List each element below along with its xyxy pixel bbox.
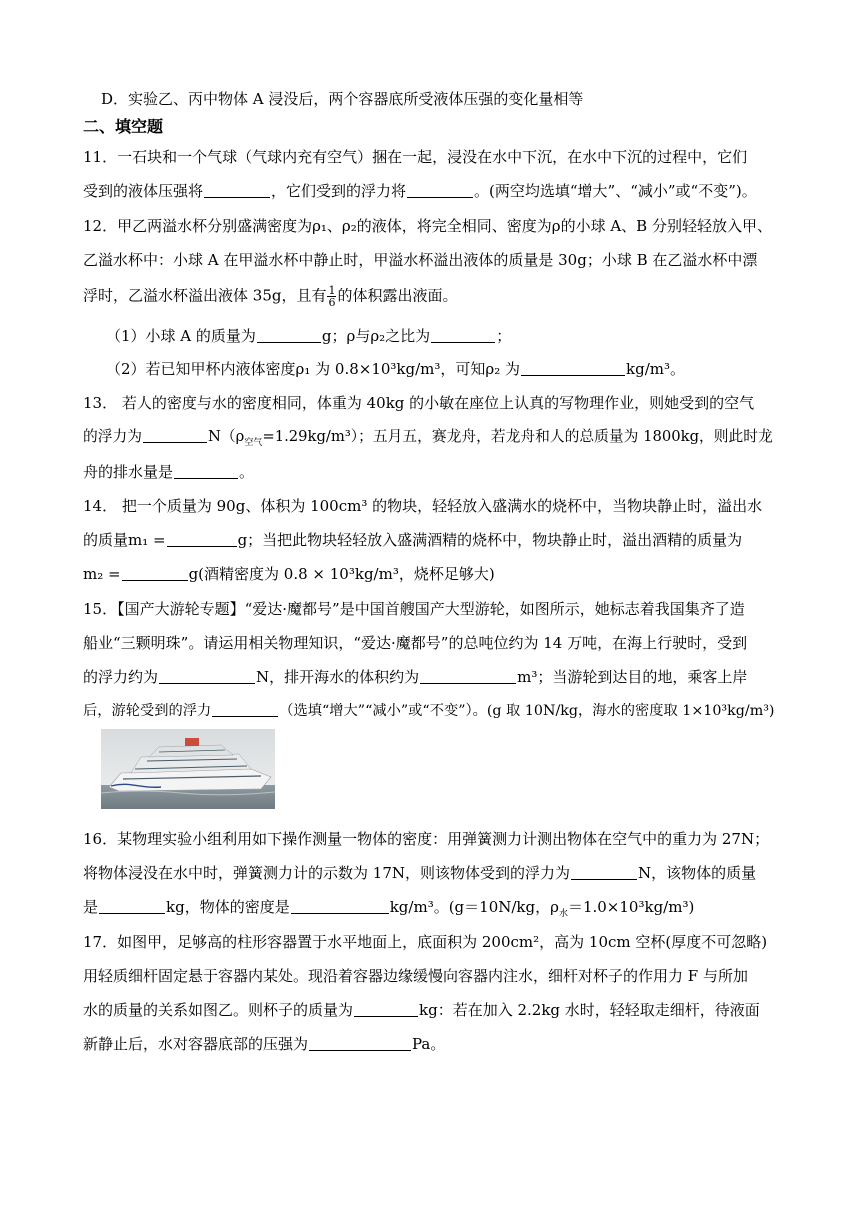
q17-text-a: 水的质量的关系如图乙。则杯子的质量为 — [83, 1001, 354, 1019]
q12-blank-2[interactable] — [431, 327, 495, 343]
q17-text-b: kg：若在加入 2.2kg 水时，轻轻取走细杆，待液面 — [419, 1001, 760, 1019]
section-title: 二、填空题 — [83, 117, 164, 136]
q16-text-a: 将物体浸没在水中时，弹簧测力计的示数为 17N，则该物体受到的浮力为 — [83, 864, 570, 882]
fraction-numerator: 1 — [328, 284, 336, 297]
q11-line2 — [83, 181, 757, 201]
q12-text-a: 浮时，乙溢水杯溢出液体 35g，且有 — [83, 286, 327, 305]
q16-text-c: 是 — [83, 898, 99, 916]
q13-text-c: =1.29kg/m³）；五月五，赛龙舟，若龙舟和人的总质量为 1800kg，则此时龙 — [262, 428, 773, 445]
q16-text-f: ＝1.0×10³kg/m³) — [567, 898, 695, 916]
q13-text-d: 舟的排水量是 — [83, 463, 174, 481]
q16-subscript: 水 — [558, 909, 568, 919]
q10-option-d: D．实验乙、丙中物体 A 浸没后，两个容器底所受液体压强的变化量相等 — [101, 90, 584, 108]
q17-line4 — [83, 1034, 445, 1054]
q16-line2 — [83, 863, 756, 883]
q12-blank-1[interactable] — [257, 327, 321, 343]
q15-text-a: 的浮力约为 — [83, 668, 159, 686]
q15-text-d: 后，游轮受到的浮力 — [83, 703, 212, 719]
q17-line3 — [83, 1000, 760, 1020]
fraction-one-sixth — [327, 285, 336, 308]
q11-blank-1[interactable] — [204, 182, 270, 198]
q13-line2 — [83, 427, 773, 453]
q16-text-d: kg，物体的密度是 — [166, 898, 290, 916]
fraction-denominator: 6 — [328, 296, 336, 309]
q12-blank-3[interactable] — [521, 360, 625, 376]
q15-line1: 15．【国产大游轮专题】“爱达·魔都号”是中国首艘国产大型游轮，如图所示，她标志着我国集齐了造 — [83, 600, 745, 618]
q16-text-b: N，该物体的质量 — [637, 864, 757, 882]
q13-blank-1[interactable] — [143, 427, 207, 443]
q14-text-a: 的质量m₁ = — [83, 531, 166, 549]
q12-text-b: 的体积露出液面。 — [337, 286, 458, 305]
q13-subscript: 空气 — [244, 437, 263, 448]
q12-sub1-text-a: （1）小球 A 的质量为 — [106, 327, 256, 345]
q15-text-c: m³；当游轮到达目的地，乘客上岸 — [517, 668, 748, 686]
q12-sub1-text-b: g；ρ与ρ₂之比为 — [321, 327, 431, 345]
q17-line1: 17．如图甲，足够高的柱形容器置于水平地面上，底面积为 200cm²，高为 10cm 空杯(厚度不可忽略) — [83, 933, 768, 951]
q13-line1: 13． 若人的密度与水的密度相同，体重为 40kg 的小敏在座位上认真的写物理作业，则她受到的空气 — [83, 394, 755, 412]
q14-text-b: g；当把此物块轻轻放入盛满酒精的烧杯中，物块静止时，溢出酒精的质量为 — [237, 531, 743, 549]
q14-text-d: g(酒精密度为 0.8 × 10³kg/m³，烧杯足够大) — [188, 565, 495, 583]
q14-line2 — [83, 530, 742, 550]
q12-sub2-text-a: （2）若已知甲杯内液体密度ρ₁ 为 0.8×10³kg/m³，可知ρ₂ 为 — [106, 360, 521, 378]
q16-blank-1[interactable] — [571, 864, 637, 880]
q12-line2: 乙溢水杯中：小球 A 在甲溢水杯中静止时，甲溢水杯溢出液体的质量是 30g；小球 B 在乙溢水杯中漂 — [83, 251, 758, 269]
q16-blank-3[interactable] — [291, 898, 389, 914]
q13-blank-2[interactable] — [174, 463, 238, 479]
q12-line3 — [83, 285, 457, 308]
q11-line1: 11．一石块和一个气球（气球内充有空气）捆在一起，浸没在水中下沉，在水中下沉的过程中，它们 — [83, 148, 748, 166]
q17-blank-2[interactable] — [309, 1035, 411, 1051]
q15-blank-2[interactable] — [420, 668, 516, 684]
q15-text-e: （选填“增大”“减小”或“不变”）。(g 取 10N/kg，海水的密度取 1×10³kg/m³) — [279, 703, 775, 719]
q12-sub1-text-c: ； — [496, 327, 512, 345]
q16-line1: 16．某物理实验小组利用如下操作测量一物体的密度：用弹簧测力计测出物体在空气中的重力为 27N； — [83, 830, 770, 848]
q15-line4 — [83, 701, 774, 721]
q12-sub2 — [106, 359, 685, 379]
q16-text-e: kg/m³。(g＝10N/kg，ρ — [389, 898, 559, 916]
q15-text-b: N，排开海水的体积约为 — [256, 668, 420, 686]
q14-line1: 14． 把一个质量为 90g、体积为 100cm³ 的物块，轻轻放入盛满水的烧杯中，当物块静止时，溢出水 — [83, 497, 763, 515]
q14-line3 — [83, 564, 495, 584]
q12-sub1 — [106, 326, 511, 346]
q16-blank-2[interactable] — [99, 898, 165, 914]
q11-text-a: 受到的液体压强将 — [83, 182, 204, 200]
q12-line1: 12．甲乙两溢水杯分别盛满密度为ρ₁、ρ₂的液体，将完全相同、密度为ρ的小球 A、B 分别轻轻放入甲、 — [83, 217, 772, 235]
q13-text-b: N（ρ — [208, 428, 245, 445]
q11-text-c: 。(两空均选填“增大”、“减小”或“不变”)。 — [474, 182, 757, 200]
q16-line3 — [83, 897, 694, 924]
q15-line3 — [83, 667, 747, 687]
cruise-ship-image — [101, 729, 275, 809]
q14-blank-1[interactable] — [167, 531, 237, 547]
q14-text-c: m₂ = — [83, 565, 121, 583]
q13-line3 — [83, 462, 254, 482]
q17-text-d: Pa。 — [412, 1035, 446, 1053]
q14-blank-2[interactable] — [122, 565, 188, 581]
q17-text-c: 新静止后，水对容器底部的压强为 — [83, 1035, 309, 1053]
q12-sub2-text-b: kg/m³。 — [626, 360, 686, 378]
q15-blank-1[interactable] — [159, 668, 255, 684]
q15-blank-3[interactable] — [212, 701, 278, 717]
q13-text-e: 。 — [239, 463, 255, 481]
q15-line2: 船业“三颗明珠”。请运用相关物理知识，“爱达·魔都号”的总吨位约为 14 万吨，在海上行驶时，受到 — [83, 634, 748, 652]
q11-blank-2[interactable] — [407, 182, 473, 198]
q11-text-b: ，它们受到的浮力将 — [271, 182, 407, 200]
q13-text-a: 的浮力为 — [83, 428, 142, 445]
q17-line2: 用轻质细杆固定悬于容器内某处。现沿着容器边缘缓慢向容器内注水，细杆对杯子的作用力 F 与所加 — [83, 967, 748, 985]
q17-blank-1[interactable] — [354, 1001, 418, 1017]
